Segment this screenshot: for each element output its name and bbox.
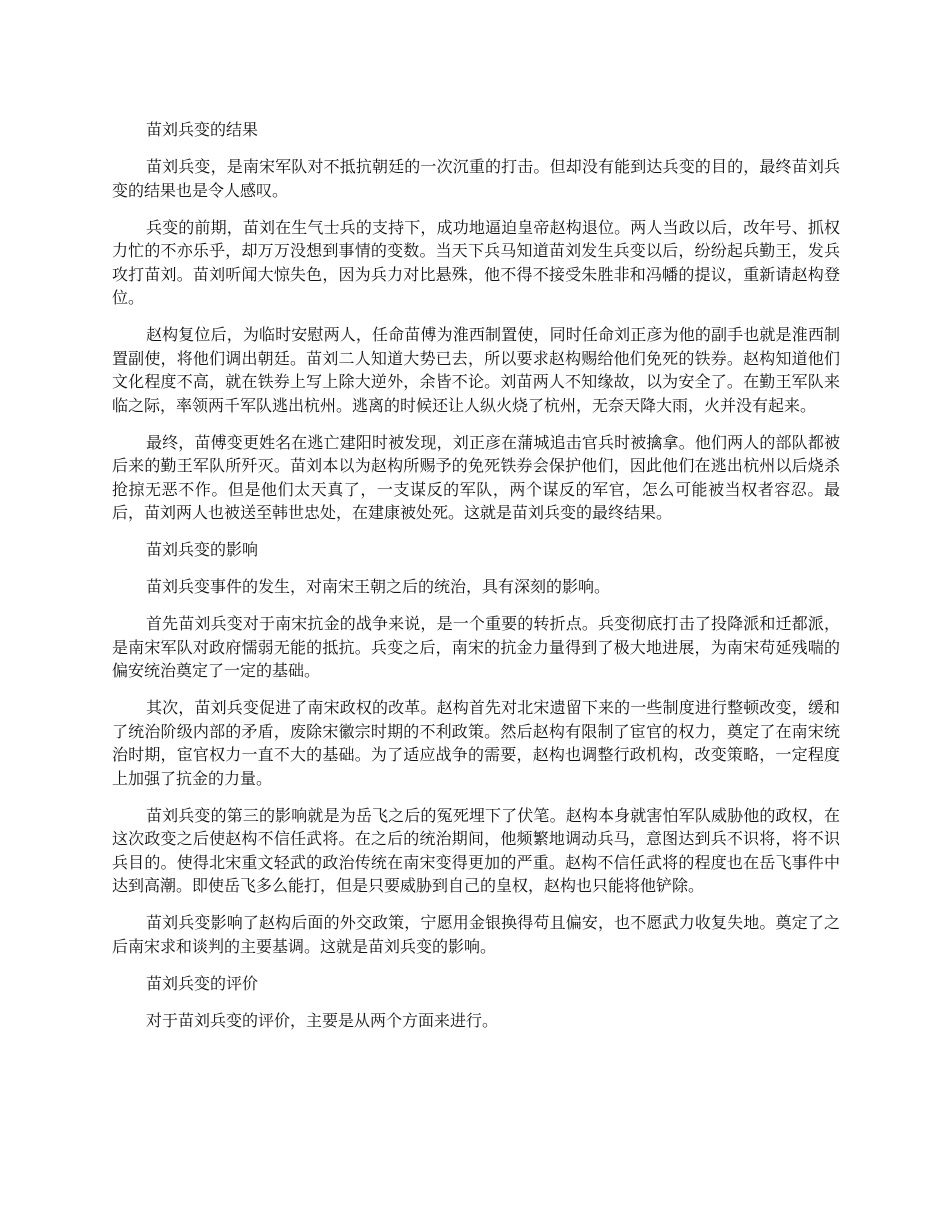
paragraph: 首先苗刘兵变对于南宋抗金的战争来说，是一个重要的转折点。兵变彻底打击了投降派和迁都派，是南宋军队对政府懦弱无能的抵抗。兵变之后，南宋的抗金力量得到了极大地进展，为南宋苟延残喘的偏安统治奠定了一定的基础。 xyxy=(112,614,840,680)
paragraph: 对于苗刘兵变的评价，主要是从两个方面来进行。 xyxy=(146,1010,499,1030)
paragraph: 苗刘兵变影响了赵构后面的外交政策，宁愿用金银换得苟且偏安，也不愿武力收复失地。奠定了之后南宋求和谈判的主要基调。这就是苗刘兵变的影响。 xyxy=(112,913,840,956)
paragraph: 苗刘兵变，是南宋军队对不抵抗朝廷的一次沉重的打击。但却没有能到达兵变的目的，最终苗刘兵变的结果也是令人感叹。 xyxy=(112,157,840,200)
paragraph: 最终，苗傅变更姓名在逃亡建阳时被发现，刘正彦在蒲城追击官兵时被擒拿。他们两人的部队都被后来的勤王军队所歼灭。苗刘本以为赵构所赐予的免死铁券会保护他们，因此他们在逃出杭州以后烧杀抢掠无恶不作。但是他们太天真了，一支谋反的军队，两个谋反的军官，怎么可能被当权者容忍。最后，苗刘两人也被送至韩世忠处，在建康被处死。这就是苗刘兵变的最终结果。 xyxy=(112,432,840,522)
paragraph: 苗刘兵变的第三的影响就是为岳飞之后的冤死埋下了伏笔。赵构本身就害怕军队威胁他的政权，在这次政变之后使赵构不信任武将。在之后的统治期间，他频繁地调动兵马，意图达到兵不识将，将不识兵目的。使得北宋重文轻武的政治传统在南宋变得更加的严重。赵构不信任武将的程度也在岳飞事件中达到高潮。即使岳飞多么能打，但是只要威胁到自己的皇权，赵构也只能将他铲除。 xyxy=(112,805,840,895)
paragraph: 赵构复位后，为临时安慰两人，任命苗傅为淮西制置使，同时任命刘正彦为他的副手也就是淮西制置副使，将他们调出朝廷。苗刘二人知道大势已去，所以要求赵构赐给他们免死的铁券。赵构知道他们文化程度不高，就在铁券上写上除大逆外，余皆不论。刘苗两人不知缘故，以为安全了。在勤王军队来临之际，率领两千军队逃出杭州。逃离的时候还让人纵火烧了杭州，无奈天降大雨，火并没有起来。 xyxy=(112,325,840,415)
section-heading-impact: 苗刘兵变的影响 xyxy=(146,540,259,559)
section-heading-result: 苗刘兵变的结果 xyxy=(146,120,259,139)
document-page xyxy=(112,118,840,1046)
paragraph: 兵变的前期，苗刘在生气士兵的支持下，成功地逼迫皇帝赵构退位。两人当政以后，改年号、抓权力忙的不亦乐乎，却万万没想到事情的变数。当天下兵马知道苗刘发生兵变以后，纷纷起兵勤王，发兵攻打苗刘。苗刘听闻大惊失色，因为兵力对比悬殊，他不得不接受朱胜非和冯幡的提议，重新请赵构登位。 xyxy=(112,217,840,307)
paragraph: 其次，苗刘兵变促进了南宋政权的改革。赵构首先对北宋遗留下来的一些制度进行整顿改变，缓和了统治阶级内部的矛盾，废除宋徽宗时期的不利政策。然后赵构有限制了宦官的权力，奠定了在南宋统治时期，宦官权力一直不大的基础。为了适应战争的需要，赵构也调整行政机构，改变策略，一定程度上加强了抗金的力量。 xyxy=(112,698,840,788)
paragraph: 苗刘兵变事件的发生，对南宋王朝之后的统治，具有深刻的影响。 xyxy=(146,577,611,596)
section-heading-evaluation: 苗刘兵变的评价 xyxy=(146,973,259,993)
